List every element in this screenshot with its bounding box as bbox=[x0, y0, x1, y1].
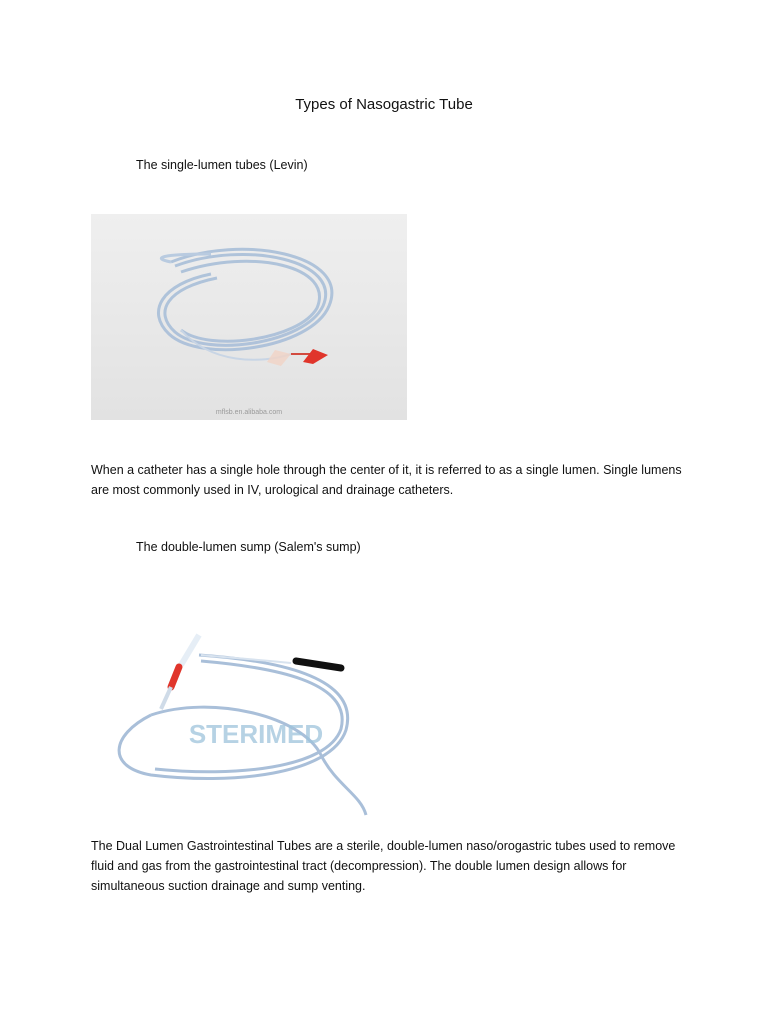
document-title: Types of Nasogastric Tube bbox=[295, 96, 473, 113]
section-heading-salem: The double-lumen sump (Salem's sump) bbox=[136, 540, 361, 554]
levin-tube-image bbox=[91, 214, 407, 420]
salem-image-watermark: STERIMED bbox=[188, 719, 324, 749]
salem-sump-image bbox=[91, 625, 391, 825]
paragraph-dual-lumen: The Dual Lumen Gastrointestinal Tubes are a sterile, double-lumen naso/orogastric tubes used to remove fluid and gas from the gastrointestinal tract (decompression). The double lumen design allows for simultaneous suction drainage and sump venting. bbox=[91, 839, 676, 893]
levin-image-watermark: mflsb.en.alibaba.com bbox=[215, 409, 283, 416]
section-heading-levin: The single-lumen tubes (Levin) bbox=[136, 158, 308, 172]
paragraph-single-lumen: When a catheter has a single hole through the center of it, it is referred to as a single lumen. Single lumens are most commonly used in IV, urological and drainage catheters. bbox=[91, 463, 682, 497]
